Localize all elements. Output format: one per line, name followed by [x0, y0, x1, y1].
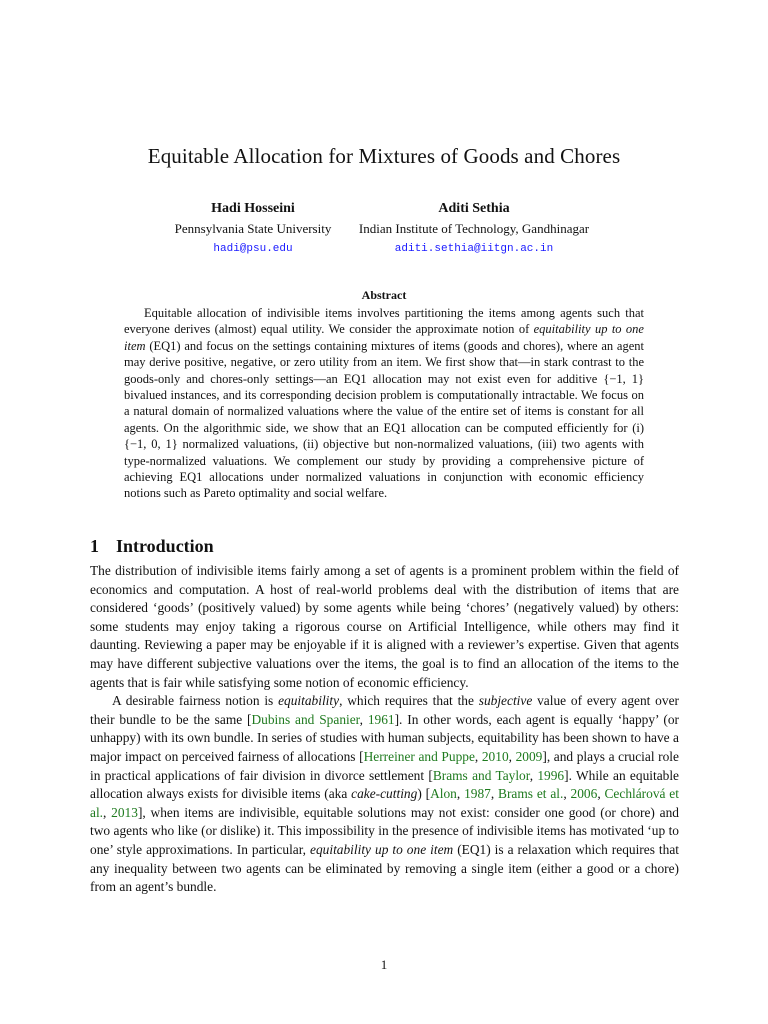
text-run: ,: [490, 786, 499, 802]
author-affiliation: Indian Institute of Technology, Gandhinagar: [358, 221, 590, 236]
text-run: value of every agent over their bundle to be the same [: [90, 693, 679, 727]
text-run: ,: [597, 786, 605, 802]
citation-link[interactable]: Cechlárová et al.: [90, 786, 679, 820]
citation-link[interactable]: Alon: [430, 786, 457, 802]
text-run: ]. In other words, each agent is equally ‘happy’ (or unhappy) with its own bundle. In series of studies with human subjects, equitability has been shown to have a major impact on perceived fairness of allocations [: [90, 711, 679, 764]
text-run: ,: [474, 748, 482, 764]
author-block: [160, 199, 346, 259]
emphasis: equitability up to one item: [310, 841, 454, 857]
paragraph: [90, 692, 679, 897]
author-email[interactable]: hadi@psu.edu: [213, 243, 293, 255]
citation-link[interactable]: 2013: [111, 804, 138, 820]
text-run: ], when items are indivisible, equitable solutions may not exist: consider one good (or chore) and two agents who like (or dislike) it. This impossibility in the presence of indivisible items has motivated ‘up to one’ style approximations. In particular,: [90, 804, 679, 857]
text-run: ,: [359, 711, 368, 727]
text-run: A desirable fairness notion is: [112, 693, 279, 709]
introduction-body: [90, 562, 679, 897]
citation-link[interactable]: 1961: [367, 711, 395, 727]
abstract-text: [124, 305, 644, 502]
abstract-heading: Abstract: [361, 288, 407, 302]
text-run: ,: [456, 786, 465, 802]
section-number: 1: [90, 536, 99, 556]
text-run: ,: [529, 767, 538, 783]
text-run: ,: [508, 748, 516, 764]
text-run: ,: [103, 804, 112, 820]
emphasis: subjective: [478, 693, 533, 709]
emphasis: equitability: [278, 693, 340, 709]
citation-link[interactable]: 2006: [570, 786, 598, 802]
citation-link[interactable]: Brams et al.: [498, 786, 564, 802]
section-title: Introduction: [116, 536, 214, 556]
author-block: [346, 199, 602, 259]
citation-link[interactable]: Brams and Taylor: [432, 767, 530, 783]
abstract-text-part: Equitable allocation of indivisible items involves partitioning the items among agents such that everyone derives (almost) equal utility. We consider the approximate notion of: [124, 306, 644, 337]
author-affiliation: Pennsylvania State University: [174, 221, 332, 236]
emphasis: cake-cutting: [351, 786, 418, 802]
citation-link[interactable]: Dubins and Spanier: [251, 711, 360, 727]
text-run: ], and plays a crucial role in practical applications of fair division in divorce settlement [: [90, 748, 679, 783]
citation-link[interactable]: 2010: [481, 748, 509, 764]
author-name: Aditi Sethia: [438, 201, 510, 216]
page-number: 1: [380, 957, 388, 972]
abstract-emphasis: equitability up to one item: [124, 322, 644, 353]
citation-link[interactable]: 1996: [537, 767, 565, 783]
text-run: , which requires that the: [339, 693, 479, 709]
citation-link[interactable]: 2009: [515, 748, 543, 764]
paper-title: Equitable Allocation for Mixtures of Goods and Chores: [147, 144, 621, 168]
citation-link[interactable]: Herreiner and Puppe: [363, 748, 475, 764]
abstract-text-part: (EQ1) and focus on the settings containing mixtures of items (goods and chores), where an agent may derive positive, negative, or zero utility from an item. We first show that—in stark contrast to the goods-only and chores-only settings—an EQ1 allocation may not exist even for additive {−1, 1} bivalued instances, and its corresponding decision problem is computationally intractable. We focus on a natural domain of normalized valuations where the value of the entire set of items is constant for all agents. On the algorithmic side, we show that an EQ1 allocation can be computed efficiently for (i) {−1, 0, 1} normalized valuations, (ii) objective but non-normalized valuations, (iii) two agents with type-normalized valuations. We complement our study by providing a comprehensive picture of achieving EQ1 allocations under normalized valuations in conjunction with economic efficiency notions such as Pareto optimality and social welfare.: [124, 338, 644, 501]
text-run: ]. While an equitable allocation always exists for divisible items (aka: [90, 767, 680, 802]
author-email[interactable]: aditi.sethia@iitgn.ac.in: [394, 243, 554, 255]
text-run: ,: [563, 786, 571, 802]
paragraph: The distribution of indivisible items fairly among a set of agents is a prominent problem within the field of economics and computation. A host of real-world problems deal with the distribution of items that are considered ‘goods’ (positively valued) by some agents while being ‘chores’ (negatively valued) by others: some students may enjoy taking a rigorous course on Artificial Intelligence, while others may find it daunting. Reviewing a paper may be enjoyable if it is aligned with a reviewer’s expertise. Given that agents may have different subjective valuations over the items, the goal is to find an allocation of the items to the agents that is fair while satisfying some notion of economic efficiency.: [90, 563, 679, 690]
citation-link[interactable]: 1987: [464, 786, 491, 802]
section-heading: [90, 536, 214, 557]
text-run: (EQ1) is a relaxation which requires that any inequality between two agents can be eliminated by removing a single item (either a good or a chore) from an agent’s bundle.: [90, 841, 680, 895]
text-run: ) [: [417, 786, 431, 802]
author-name: Hadi Hosseini: [211, 201, 295, 216]
